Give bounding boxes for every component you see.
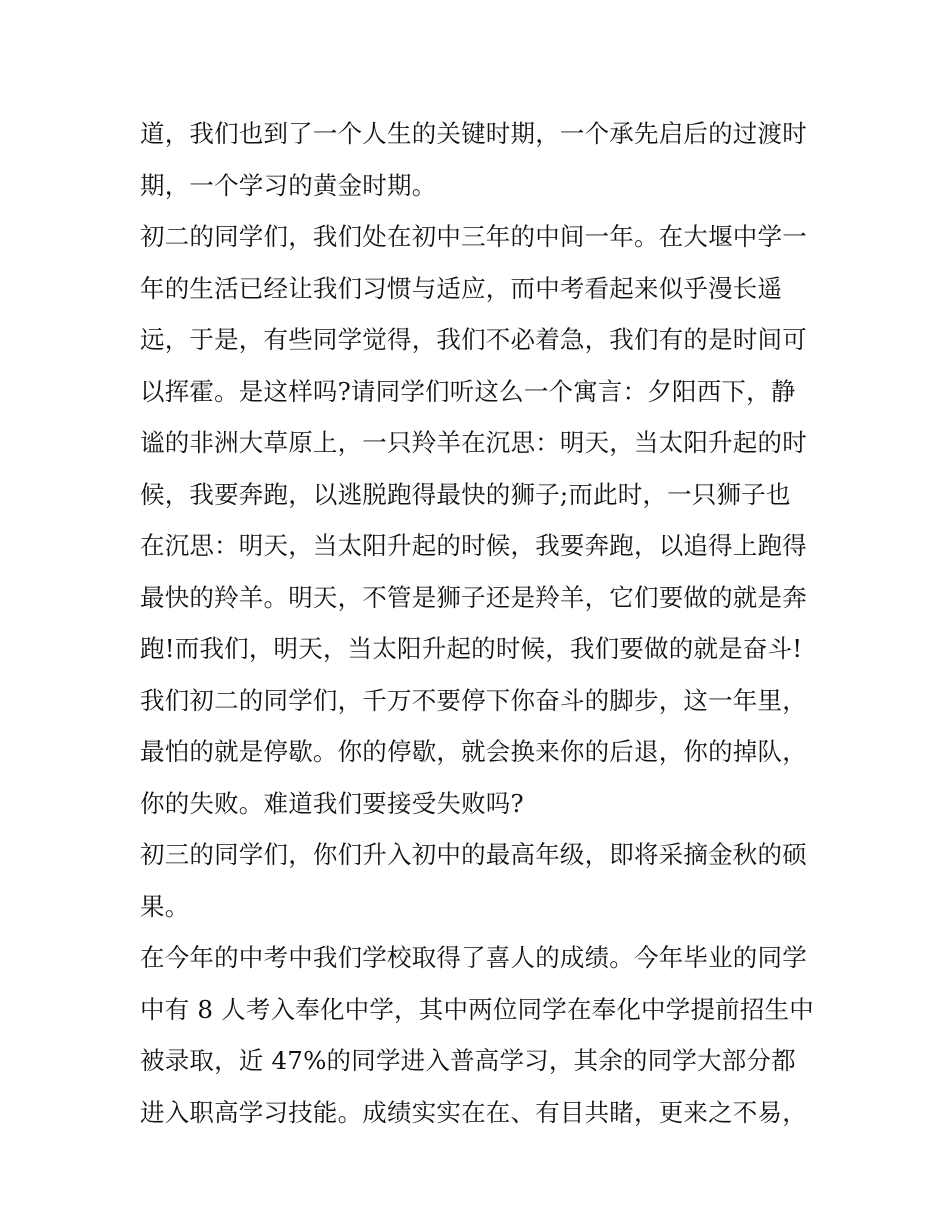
text-line: 跑!而我们，明天，当太阳升起的时候，我们要做的就是奋斗! xyxy=(140,634,803,663)
text-line: 中有 8 人考入奉化中学，其中两位同学在奉化中学提前招生中 xyxy=(140,994,814,1024)
body-text xyxy=(140,108,820,1138)
text-line: 初三的同学们，你们升入初中的最高年级，即将采摘金秋的硕 xyxy=(140,840,807,869)
text-line: 最怕的就是停歇。你的停歇，就会换来你的后退，你的掉队， xyxy=(140,737,807,766)
text-line: 我们初二的同学们，千万不要停下你奋斗的脚步，这一年里， xyxy=(140,685,807,715)
text-line: 候，我要奔跑，以逃脱跑得最快的狮子;而此时，一只狮子也 xyxy=(140,479,791,509)
text-line: 期，一个学习的黄金时期。 xyxy=(140,170,437,200)
text-line: 年的生活已经让我们习惯与适应，而中考看起来似乎漫长遥 xyxy=(140,273,783,303)
text-line: 果。 xyxy=(140,891,190,921)
text-line: 在今年的中考中我们学校取得了喜人的成绩。今年毕业的同学 xyxy=(140,943,807,972)
text-line: 道，我们也到了一个人生的关键时期，一个承先启后的过渡时 xyxy=(140,119,807,148)
text-line: 远，于是，有些同学觉得，我们不必着急，我们有的是时间可 xyxy=(140,325,807,354)
text-line: 最快的羚羊。明天，不管是狮子还是羚羊，它们要做的就是奔 xyxy=(140,582,807,612)
text-line: 以挥霍。是这样吗?请同学们听这么一个寓言：夕阳西下，静 xyxy=(140,376,796,406)
text-line: 初二的同学们，我们处在初中三年的中间一年。在大堰中学一 xyxy=(140,222,807,251)
text-line: 在沉思：明天，当太阳升起的时候，我要奔跑，以追得上跑得 xyxy=(140,531,807,560)
text-line: 谧的非洲大草原上，一只羚羊在沉思：明天，当太阳升起的时 xyxy=(140,428,807,457)
text-line: 进入职高学习技能。成绩实实在在、有目共睹，更来之不易， xyxy=(140,1097,807,1127)
text-line: 你的失败。难道我们要接受失败吗? xyxy=(140,788,524,818)
text-line: 被录取，近 47%的同学进入普高学习，其余的同学大部分都 xyxy=(140,1046,796,1075)
